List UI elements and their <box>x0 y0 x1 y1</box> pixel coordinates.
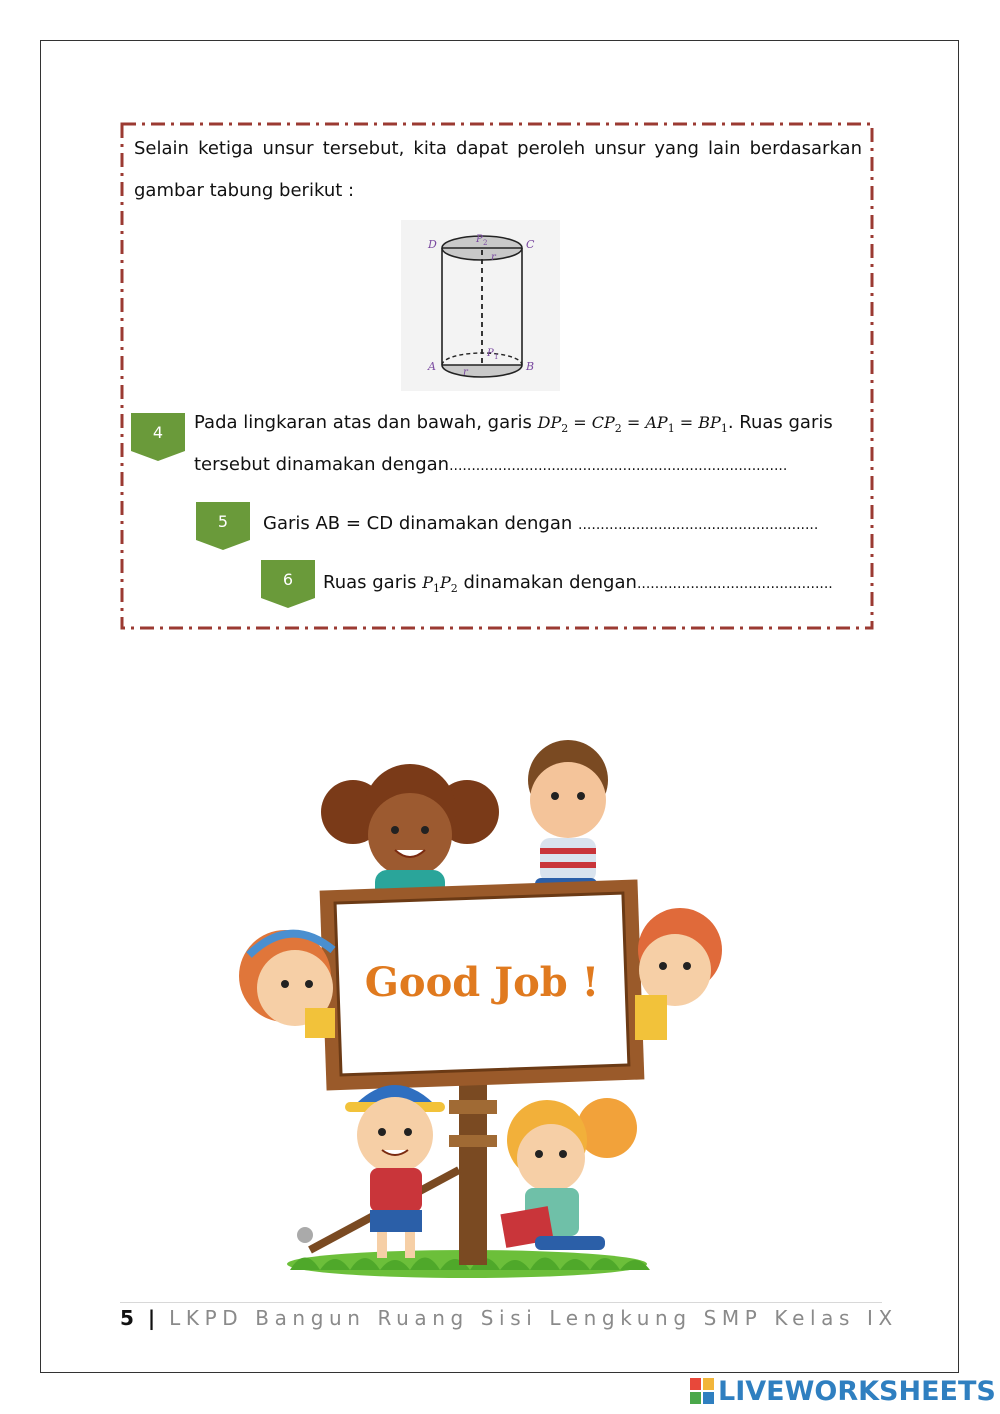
liveworksheets-logo-text: LIVEWORKSHEETS <box>718 1375 996 1407</box>
math-subscript: 1 <box>432 582 440 596</box>
question-4-line-1: Pada lingkaran atas dan bawah, garis $DP_2 = CP_2 = AP_1 = BP_1$. Ruas garis <box>194 412 833 436</box>
math-operator: = <box>568 413 592 432</box>
label-p2-sub: 2 <box>483 239 488 247</box>
label-r-top: r <box>491 252 496 263</box>
math-variable: P <box>422 573 433 592</box>
badge-question-6 <box>261 560 315 608</box>
question-4-line-2: tersebut dinamakan dengan............................................................................ <box>194 454 788 475</box>
answer-blank-4[interactable]: ............................................................................ <box>449 458 788 474</box>
math-subscript: 2 <box>614 422 622 436</box>
answer-blank-6[interactable]: ............................................ <box>636 576 833 592</box>
math-subscript: 1 <box>667 422 675 436</box>
page-footer <box>120 1306 898 1330</box>
math-variable: AP <box>645 413 668 432</box>
label-p1-sub: 1 <box>494 353 499 361</box>
kids-sign-picture <box>235 740 735 1280</box>
math-operator: = <box>674 413 699 432</box>
question-5-line: Garis AB = CD dinamakan dengan ...................................................... <box>263 513 819 534</box>
math-subscript: 2 <box>561 422 569 436</box>
math-operator: = <box>621 413 646 432</box>
badge-number: 6 <box>282 569 294 589</box>
label-d: D <box>428 238 437 251</box>
page-number: 5 <box>120 1306 136 1330</box>
math-variable: BP <box>698 413 721 432</box>
footer-separator: | <box>147 1306 158 1330</box>
math-variable: DP <box>537 413 562 432</box>
badge-question-5 <box>196 502 250 550</box>
badge-number: 5 <box>217 511 229 531</box>
label-a: A <box>428 360 436 373</box>
sign-text: Good Job ! <box>364 959 600 1006</box>
question-4-math <box>537 413 728 436</box>
question-6-line: Ruas garis $P_1P_2$ dinamakan dengan............................................ <box>323 572 833 596</box>
label-p2: P <box>476 234 483 245</box>
answer-blank-5[interactable]: ...................................................... <box>578 517 819 533</box>
math-variable: CP <box>591 413 615 432</box>
good-job-illustration <box>235 740 735 1280</box>
label-p1: P <box>487 348 494 359</box>
badge-number: 4 <box>152 422 164 442</box>
label-b: B <box>526 360 535 373</box>
math-variable: P <box>439 573 451 592</box>
liveworksheets-logo[interactable] <box>690 1374 996 1408</box>
badge-question-4 <box>131 413 185 461</box>
footer-divider <box>120 1302 882 1303</box>
footer-title: LKPD Bangun Ruang Sisi Lengkung SMP Kelas IX <box>169 1306 898 1330</box>
cylinder-figure <box>401 220 560 391</box>
label-r-bottom: r <box>463 367 468 378</box>
cylinder-diagram <box>401 220 560 391</box>
question-6-math <box>422 573 458 596</box>
intro-paragraph: Selain ketiga unsur tersebut, kita dapat peroleh unsur yang lain berdasarkan gambar tabung berikut : <box>134 138 862 201</box>
label-c: C <box>526 238 535 251</box>
liveworksheets-logo-icon <box>690 1378 714 1404</box>
math-subscript: 1 <box>720 422 728 436</box>
math-subscript: 2 <box>450 582 458 596</box>
